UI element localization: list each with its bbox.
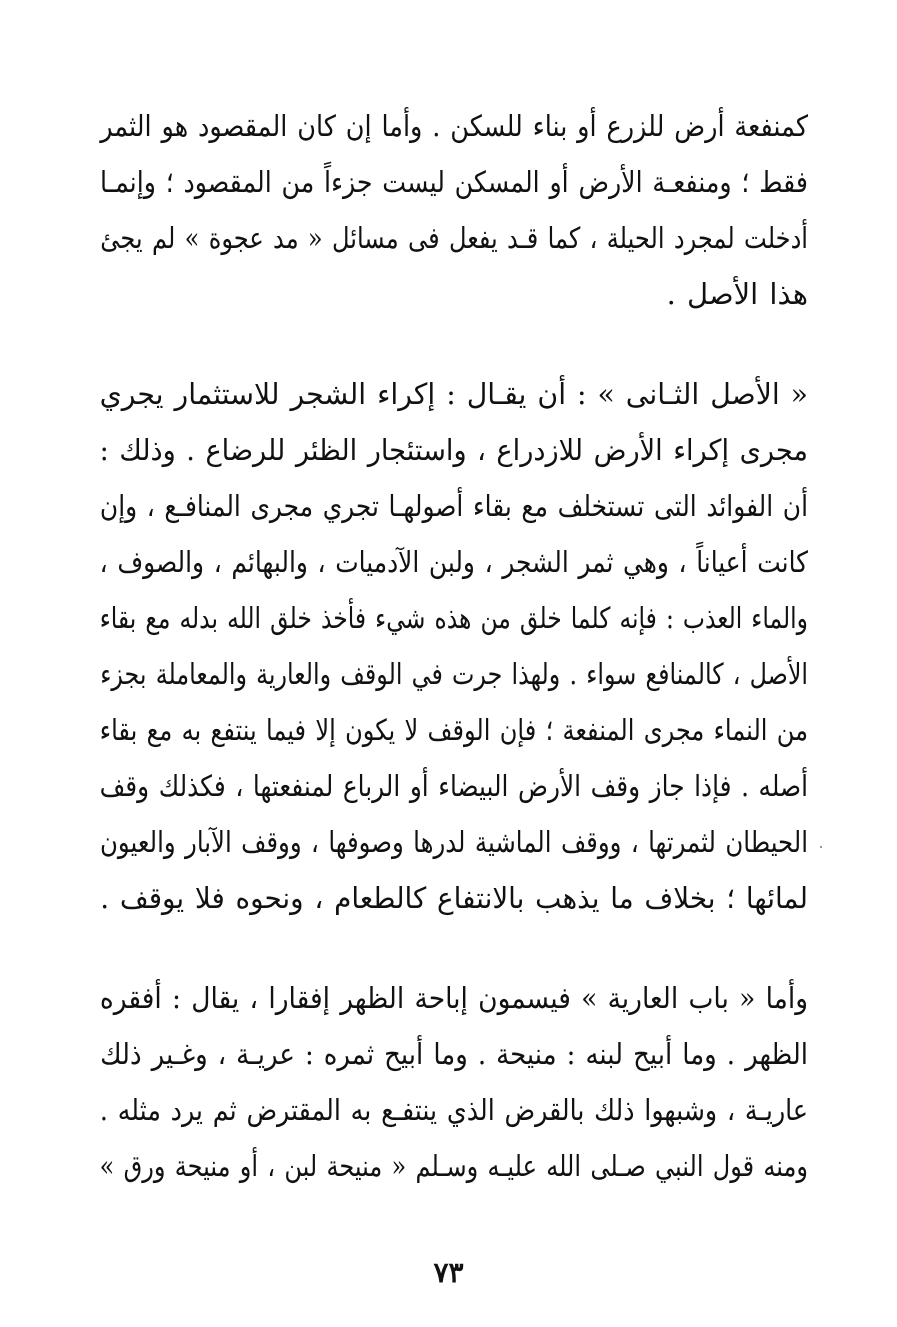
text-line: الظهر . وما أبيح لبنه : منيحة . وما أبيح ثمره : عريـة ، وغـير ذلك — [100, 1037, 809, 1071]
paragraph-2 — [100, 366, 808, 926]
text-line: ومنه قول النبي صـلى الله عليـه وسـلم « منيحة لبن ، أو منيحة ورق » — [99, 1149, 809, 1183]
text-line: مجرى إكراء الأرض للازدراع ، واستئجار الظئر للرضاع . وذلك : — [99, 433, 809, 467]
text-line: عاريـة ، وشبهوا ذلك بالقرض الذي ينتفـع به المقترض ثم يرد مثله . — [99, 1093, 809, 1127]
text-line: كمنفعة أرض للزرع أو بناء للسكن . وأما إن كان المقصود هو الثمر — [100, 109, 808, 143]
text-line: والماء العذب : فإنه كلما خلق من هذه شيء فأخذ خلق الله بدله مع بقاء — [99, 601, 808, 635]
text-line: لمائها ؛ بخلاف ما يذهب بالانتفاع كالطعام ، ونحوه فلا يوقف . — [100, 881, 808, 915]
page-number: ٧٣ — [433, 1256, 464, 1289]
text-line: هذا الأصل . — [666, 277, 808, 311]
text-line: من النماء مجرى المنفعة ؛ فإن الوقف لا يكون إلا فيما ينتفع به مع بقاء — [99, 713, 808, 747]
text-line: الحيطان لثمرتها ، ووقف الماشية لدرها وصوفها ، ووقف الآبار والعيون — [100, 825, 808, 859]
text-line: أن الفوائد التى تستخلف مع بقاء أصولهـا تجري مجرى المنافـع ، وإن — [99, 489, 808, 523]
paragraph-1 — [100, 98, 808, 322]
paragraph-3 — [100, 970, 808, 1194]
text-line: « الأصل الثـانى » : أن يقـال : إكراء الشجر للاستثمار يجري — [99, 377, 808, 411]
text-line: أدخلت لمجرد الحيلة ، كما قـد يفعل فى مسائل « مد عجوة » لم يجئ — [100, 221, 808, 255]
text-line: أصله . فإذا جاز وقف الأرض البيضاء أو الرباع لمنفعتها ، فكذلك وقف — [99, 769, 808, 803]
text-line: وأما « باب العارية » فيسمون إباحة الظهر إفقارا ، يقال : أفقره — [99, 981, 808, 1015]
text-line: الأصل ، كالمنافع سواء . ولهذا جرت في الوقف والعارية والمعاملة بجزء — [100, 657, 809, 691]
margin-dot — [820, 846, 822, 848]
text-line: فقط ؛ ومنفعـة الأرض أو المسكن ليست جزءاً من المقصود ؛ وإنمـا — [99, 165, 808, 199]
text-line: كانت أعياناً ، وهي ثمر الشجر ، ولبن الآدميات ، والبهائم ، والصوف ، — [99, 545, 808, 579]
